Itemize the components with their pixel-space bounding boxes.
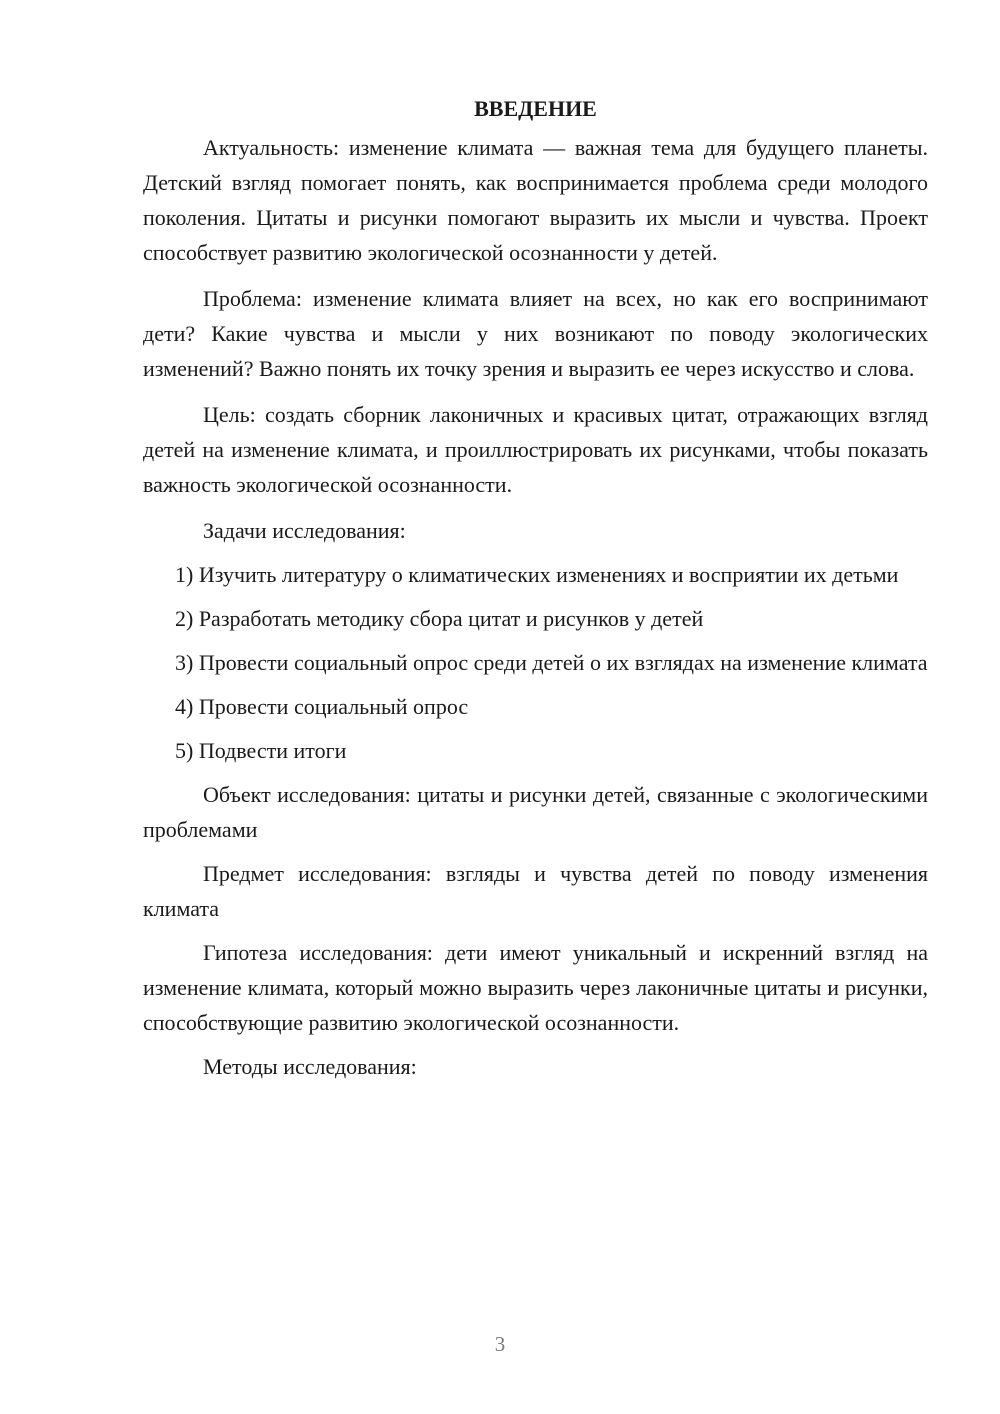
task-item: 4) Провести социальный опрос <box>175 694 469 719</box>
task-item: 1) Изучить литературу о климатических изменениях и восприятии их детьми <box>175 562 899 587</box>
relevance-paragraph: Актуальность: изменение климата — важная тема для будущего планеты. Детский взгляд помогает понять, как воспринимается проблема среди молодого поколения. Цитаты и рисунки помогают выразить их мысли и чувства. Проект способствует развитию экологической осознанности у детей. <box>143 135 928 265</box>
page-number: 3 <box>494 1332 506 1356</box>
section-title: ВВЕДЕНИЕ <box>474 96 597 121</box>
problem-paragraph: Проблема: изменение климата влияет на всех, но как его воспринимают дети? Какие чувства и мысли у них возникают по поводу экологических изменений? Важно понять их точку зрения и выразить ее через искусство и слова. <box>143 286 928 381</box>
hypothesis-paragraph: Гипотеза исследования: дети имеют уникальный и искренний взгляд на изменение климата, который можно выразить через лаконичные цитаты и рисунки, способствующие развитию экологической осознанности. <box>143 940 928 1035</box>
methods-heading: Методы исследования: <box>203 1054 417 1079</box>
tasks-heading: Задачи исследования: <box>203 518 406 543</box>
task-item: 3) Провести социальный опрос среди детей о их взглядах на изменение климата <box>175 650 928 675</box>
document-page <box>143 92 928 1084</box>
object-paragraph: Объект исследования: цитаты и рисунки детей, связанные с экологическими проблемами <box>143 782 928 842</box>
tasks-list <box>143 557 928 768</box>
task-item: 2) Разработать методику сбора цитат и рисунков у детей <box>175 606 704 631</box>
task-item: 5) Подвести итоги <box>175 738 347 763</box>
subject-paragraph: Предмет исследования: взгляды и чувства детей по поводу изменения климата <box>143 861 928 921</box>
goal-paragraph: Цель: создать сборник лаконичных и красивых цитат, отражающих взгляд детей на изменение климата, и проиллюстрировать их рисунками, чтобы показать важность экологической осознанности. <box>143 402 928 497</box>
